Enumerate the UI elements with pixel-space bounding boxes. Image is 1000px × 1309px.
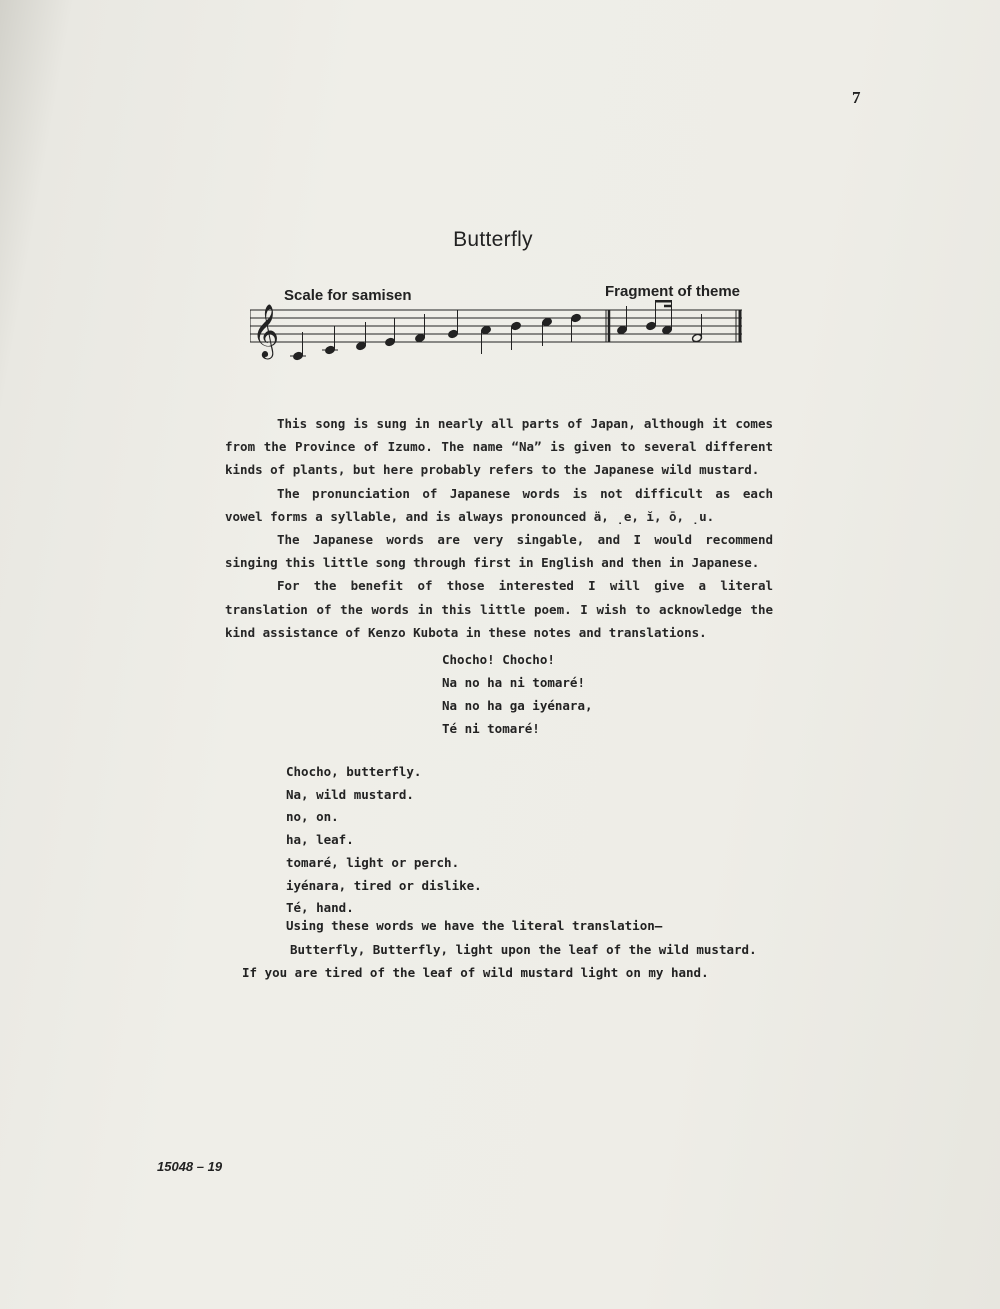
literal-translation (242, 918, 774, 984)
catalog-number: 15048 – 19 (157, 1159, 223, 1174)
japanese-poem (442, 648, 593, 740)
page-title: Butterfly (453, 228, 533, 251)
vocab-item: iyénara, tired or dislike. (286, 877, 482, 893)
vocabulary-list (286, 761, 482, 920)
vocab-item: Na, wild mustard. (286, 786, 414, 802)
fragment-label: Fragment of theme (605, 283, 741, 300)
theme-notes (617, 300, 703, 343)
poem-line: Na no ha ga iyénara, (442, 698, 593, 713)
poem-line: Té ni tomaré! (442, 721, 540, 736)
paragraph: For the benefit of those interested I will give a literal translation of the words in this little poem. I wish to acknowledge the kind assistance of Kenzo Kubota in these notes and translations. (225, 578, 773, 640)
vocab-item: ha, leaf. (286, 832, 354, 848)
paragraph: The Japanese words are very singable, and I would recommend singing this little song through first in English and then in Japanese. (225, 532, 773, 571)
translation-intro: Using these words we have the literal translation– (286, 918, 663, 933)
vocab-item: no, on. (286, 809, 339, 825)
paragraph: This song is sung in nearly all parts of Japan, although it comes from the Province of Izumo. The name “Na” is given to several different kinds of plants, but here probably refers to the Japanese wild mustard. (225, 416, 773, 478)
music-staff (250, 300, 750, 370)
scale-label: Scale for samisen (284, 287, 412, 304)
poem-line: Na no ha ni tomaré! (442, 675, 585, 690)
svg-text:𝄞: 𝄞 (252, 303, 280, 357)
poem-line: Chocho! Chocho! (442, 652, 555, 667)
translation-text: Butterfly, Butterfly, light upon the leaf of the wild mustard. If you are tired of the leaf of wild mustard light on my hand. (242, 942, 757, 980)
intro-text (225, 412, 773, 644)
vocab-item: Chocho, butterfly. (286, 764, 422, 779)
paragraph: The pronunciation of Japanese words is not difficult as each vowel forms a syllable, and is always pronounced ä, ̣e, ĭ, ō, ̣u. (225, 485, 773, 524)
vocab-item: tomaré, light or perch. (286, 854, 460, 870)
vocab-item: Té, hand. (286, 900, 354, 916)
page-number: 7 (852, 88, 861, 107)
